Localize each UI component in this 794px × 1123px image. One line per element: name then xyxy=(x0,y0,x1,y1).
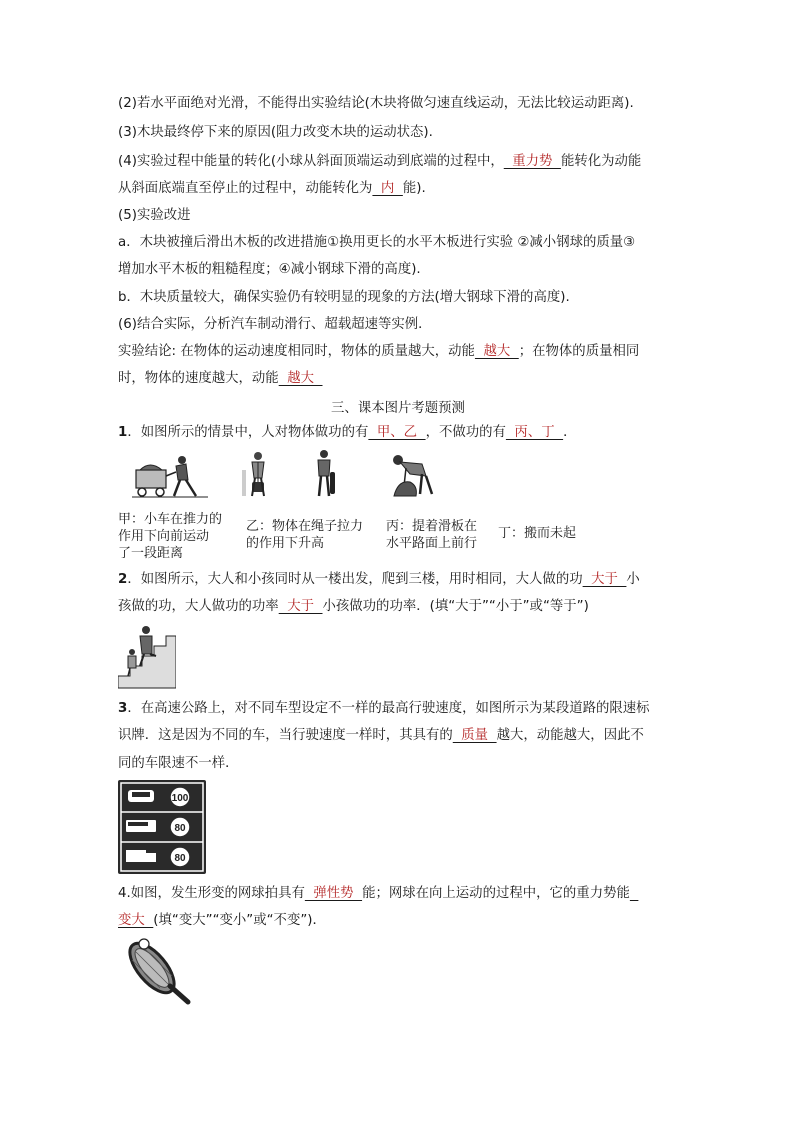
answer-blank: 重力势 xyxy=(503,154,561,169)
car-icon xyxy=(128,790,154,802)
text-line: (5)实验改进 xyxy=(118,208,191,223)
text-line: (3)木块最终停下来的原因(阻力改变木块的运动状态). xyxy=(118,125,433,140)
answer-blank xyxy=(630,886,639,901)
caption-bing: 丙：提着滑板在 水平路面上前行 xyxy=(386,519,478,551)
figure-stairs-climb xyxy=(118,622,176,690)
caption-yi: 乙：物体在绳子拉力 的作用下升高 xyxy=(246,519,364,551)
answer-blank: 越大 xyxy=(474,344,519,359)
question-4: 4.如图，发生形变的网球拍具有 弹性势 能；网球在向上运动的过程中，它的重力势能 xyxy=(118,885,638,903)
answer-blank: 越大 xyxy=(278,371,323,386)
text-line: 同的车限速不一样． xyxy=(118,756,239,771)
text-line: (6)结合实际，分析汽车制动滑行、超载超速等实例． xyxy=(118,317,432,332)
answer-blank: 大于 xyxy=(278,599,323,614)
answer-blank: 弹性势 xyxy=(304,886,363,901)
question-3: 3．在高速公路上，对不同车型设定不一样的最高行驶速度，如图所示为某段道路的限速标 xyxy=(118,701,650,716)
bus-icon xyxy=(126,820,156,832)
tennis-ball-icon xyxy=(139,939,149,949)
figure-yi-rope-lift xyxy=(240,448,276,500)
speed-limit-sign xyxy=(118,780,206,874)
text-line: (4)实验过程中能量的转化(小球从斜面顶端运动到底端的过程中， 重力势 能转化为动能 xyxy=(118,154,642,169)
text-line: b．木块质量较大，确保实验仍有较明显的现象的方法(增大钢球下滑的高度). xyxy=(118,290,570,305)
answer-blank: 大于 xyxy=(582,572,627,587)
question-2: 2．如图所示，大人和小孩同时从一楼出发，爬到三楼，用时相同，大人做的功 大于 小 xyxy=(118,572,640,587)
answer-blank: 丙、丁 xyxy=(505,425,564,440)
answer-blank: 质量 xyxy=(452,728,497,743)
speed-limit-value: 80 xyxy=(174,823,186,834)
speed-limit-value: 80 xyxy=(174,853,186,864)
caption-jia: 甲：小车在推力的 作用下向前运动 了一段距离 xyxy=(118,512,223,561)
text-line: 从斜面底端直至停止的过程中，动能转化为 内 能). xyxy=(118,181,426,196)
text-line: 增加水平木板的粗糙程度；④减小钢球下滑的高度). xyxy=(118,262,421,277)
answer-blank: 内 xyxy=(372,181,403,196)
text-line: 孩做的功，大人做功的功率 大于 小孩做功的功率．(填“大于”“小于”或“等于”) xyxy=(118,599,589,614)
section-title: 三、课本图片考题预测 xyxy=(331,401,465,416)
text-line: 变大 (填“变大”“变小”或“不变”)． xyxy=(118,913,326,928)
text-line: a．木块被撞后滑出木板的改进措施①换用更长的水平木板进行实验 ②减小钢球的质量③ xyxy=(118,235,636,250)
figure-ding-lift-rock xyxy=(386,452,442,500)
figure-tennis-racket xyxy=(122,938,194,1006)
text-line: 实验结论: 在物体的运动速度相同时，物体的质量越大，动能 越大 ；在物体的质量相同 xyxy=(118,344,640,359)
answer-blank: 变大 xyxy=(118,913,154,928)
answer-blank: 甲、乙 xyxy=(368,425,426,440)
caption-ding: 丁：搬而未起 xyxy=(498,526,577,541)
text-line: (2)若水平面绝对光滑，不能得出实验结论(木块将做匀速直线运动，无法比较运动距离). xyxy=(118,96,634,111)
figure-jia-push-cart xyxy=(132,450,212,502)
text-line: 时，物体的速度越大，动能 越大 xyxy=(118,371,323,386)
figure-bing-carry-skateboard xyxy=(308,448,340,502)
speed-limit-value: 100 xyxy=(171,793,189,804)
text-line: 识牌．这是因为不同的车，当行驶速度一样时，其具有的 质量 越大，动能越大，因此不 xyxy=(118,728,644,743)
question-1: 1．如图所示的情景中，人对物体做功的有 甲、乙 ，不做功的有 丙、丁 ． xyxy=(118,425,577,440)
